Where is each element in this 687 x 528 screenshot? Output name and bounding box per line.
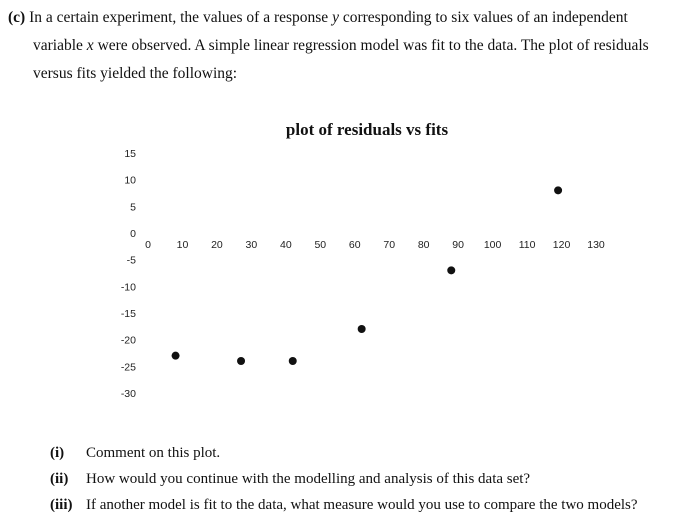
- x-tick-label: 130: [587, 239, 605, 251]
- variable-x: x: [86, 37, 94, 54]
- x-tick-label: 40: [280, 239, 292, 251]
- x-tick-label: 100: [483, 239, 502, 251]
- y-tick-label: 0: [130, 228, 136, 240]
- data-point: [447, 266, 455, 274]
- data-point: [289, 357, 297, 365]
- x-tick-label: 10: [176, 239, 189, 251]
- problem-text-2b: were observed. A simple linear regression model was fit to the data. The plot of residuals: [97, 37, 649, 54]
- problem-text-1b: corresponding to six values of an independent: [342, 9, 628, 26]
- question-item: [50, 440, 680, 466]
- question-item: [50, 492, 680, 518]
- y-tick-label: -10: [120, 281, 136, 294]
- x-tick-label: 30: [245, 239, 258, 251]
- x-tick-label: 120: [552, 239, 571, 251]
- question-number: (ii): [50, 471, 69, 487]
- y-tick-label: -15: [120, 308, 136, 320]
- data-points: [172, 186, 563, 365]
- y-axis-ticks: [121, 148, 136, 400]
- problem-line-3: versus fits yielded the following:: [33, 65, 238, 82]
- question-item: [50, 466, 680, 492]
- y-tick-label: -20: [120, 334, 136, 347]
- x-axis-ticks: [145, 239, 605, 251]
- x-tick-label: 20: [211, 239, 223, 251]
- x-tick-label: 60: [348, 239, 361, 251]
- question-number: (iii): [50, 497, 73, 513]
- chart-title: plot of residuals vs fits: [285, 120, 449, 139]
- x-tick-label: 0: [145, 239, 151, 251]
- y-tick-label: 10: [124, 174, 136, 187]
- question-text: How would you continue with the modelling and analysis of this data set?: [86, 471, 531, 487]
- residuals-vs-fits-chart: [0, 110, 687, 430]
- x-tick-label: 110: [518, 239, 536, 251]
- x-tick-label: 80: [417, 239, 430, 251]
- question-text: If another model is fit to the data, what measure would you use to compare the two models?: [86, 497, 638, 513]
- question-number: (i): [50, 445, 65, 461]
- problem-text-1a: In a certain experiment, the values of a response: [29, 9, 329, 26]
- x-tick-label: 70: [383, 239, 396, 251]
- problem-text-2a: variable: [33, 37, 83, 54]
- variable-y: y: [332, 9, 339, 26]
- problem-line-2: [8, 32, 680, 60]
- data-point: [554, 186, 562, 194]
- problem-line-1: [8, 4, 680, 32]
- y-tick-label: 5: [130, 201, 136, 214]
- data-point: [172, 352, 180, 360]
- data-point: [237, 357, 245, 365]
- x-tick-label: 50: [314, 239, 327, 251]
- y-tick-label: -5: [126, 254, 136, 267]
- y-tick-label: -25: [120, 361, 136, 374]
- question-text: Comment on this plot.: [86, 445, 221, 461]
- y-tick-label: -30: [120, 388, 136, 400]
- question-list: [50, 440, 680, 518]
- x-tick-label: 90: [452, 239, 464, 251]
- problem-label: (c): [8, 9, 26, 26]
- problem-statement: [8, 4, 680, 88]
- y-tick-label: 15: [124, 148, 136, 160]
- data-point: [358, 325, 366, 333]
